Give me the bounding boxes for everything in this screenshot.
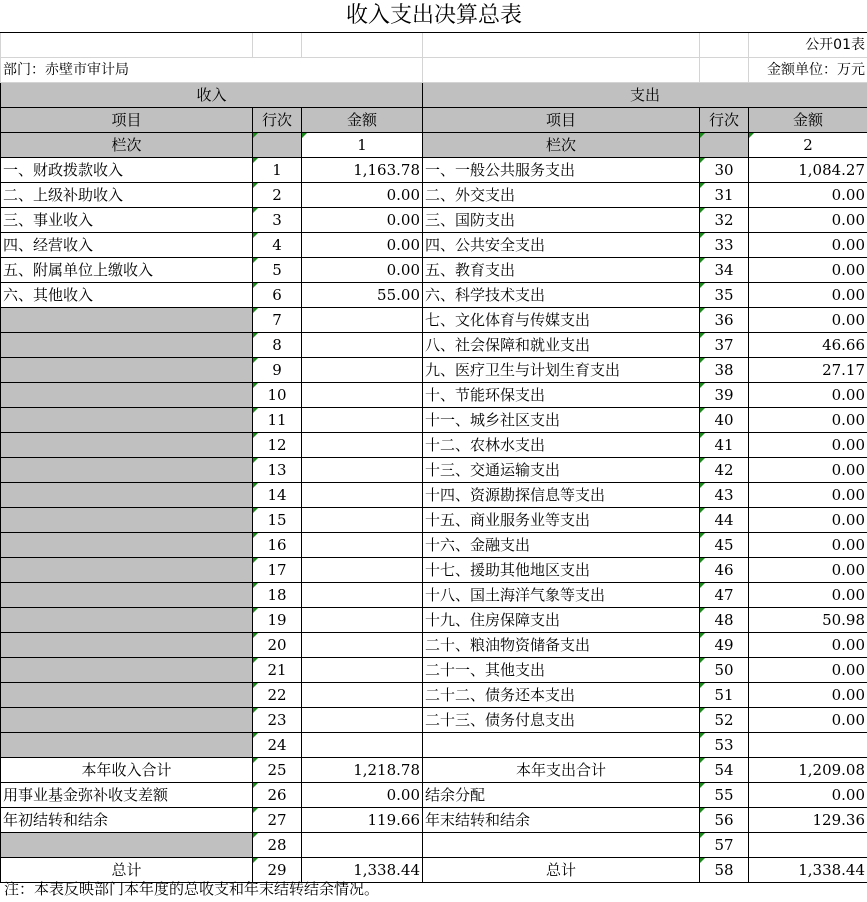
income-item bbox=[1, 833, 253, 858]
income-line-number: 13 bbox=[253, 458, 302, 483]
income-item bbox=[1, 558, 253, 583]
expense-line-number: 43 bbox=[700, 483, 749, 508]
expense-item: 八、社会保障和就业支出 bbox=[423, 333, 700, 358]
expense-line-number: 44 bbox=[700, 508, 749, 533]
expense-amount: 0.00 bbox=[749, 583, 867, 608]
expense-amount: 46.66 bbox=[749, 333, 867, 358]
income-amount bbox=[302, 483, 423, 508]
income-item bbox=[1, 358, 253, 383]
income-amount bbox=[302, 558, 423, 583]
table-row bbox=[1, 733, 867, 758]
expense-line-number: 36 bbox=[700, 308, 749, 333]
expense-item: 年末结转和结余 bbox=[423, 808, 700, 833]
table-row bbox=[1, 208, 867, 233]
footnote: 注：本表反映部门本年度的总收支和年末结转结余情况。 bbox=[4, 880, 380, 898]
expense-item: 十、节能环保支出 bbox=[423, 383, 700, 408]
income-item: 六、其他收入 bbox=[1, 283, 253, 308]
income-line-number: 10 bbox=[253, 383, 302, 408]
expense-amount bbox=[749, 733, 867, 758]
expense-amount: 0.00 bbox=[749, 408, 867, 433]
table-row bbox=[1, 808, 867, 833]
income-item bbox=[1, 733, 253, 758]
table-row bbox=[1, 833, 867, 858]
income-line-number: 12 bbox=[253, 433, 302, 458]
income-amount: 0.00 bbox=[302, 208, 423, 233]
income-line-number: 24 bbox=[253, 733, 302, 758]
income-amount: 119.66 bbox=[302, 808, 423, 833]
income-line-number: 8 bbox=[253, 333, 302, 358]
income-amount: 1,338.44 bbox=[302, 858, 423, 883]
expense-item: 四、公共安全支出 bbox=[423, 233, 700, 258]
income-amount bbox=[302, 683, 423, 708]
expense-item: 十六、金融支出 bbox=[423, 533, 700, 558]
table-row bbox=[1, 283, 867, 308]
expense-item: 二、外交支出 bbox=[423, 183, 700, 208]
income-amount bbox=[302, 408, 423, 433]
income-line-number: 16 bbox=[253, 533, 302, 558]
expense-amount: 1,209.08 bbox=[749, 758, 867, 783]
income-line-number: 5 bbox=[253, 258, 302, 283]
expense-line-number: 51 bbox=[700, 683, 749, 708]
income-item: 一、财政拨款收入 bbox=[1, 158, 253, 183]
income-item bbox=[1, 508, 253, 533]
expense-line-number: 34 bbox=[700, 258, 749, 283]
income-amount bbox=[302, 608, 423, 633]
expense-line-number: 57 bbox=[700, 833, 749, 858]
expense-item: 二十、粮油物资储备支出 bbox=[423, 633, 700, 658]
income-line-number: 22 bbox=[253, 683, 302, 708]
expense-item: 本年支出合计 bbox=[423, 758, 700, 783]
expense-item: 十五、商业服务业等支出 bbox=[423, 508, 700, 533]
expense-line-number: 41 bbox=[700, 433, 749, 458]
expense-line-number: 56 bbox=[700, 808, 749, 833]
expense-amount: 0.00 bbox=[749, 508, 867, 533]
expense-section-header: 支出 bbox=[423, 83, 867, 108]
table-row bbox=[1, 683, 867, 708]
income-line-number: 2 bbox=[253, 183, 302, 208]
expense-amount: 0.00 bbox=[749, 558, 867, 583]
expense-line-number: 45 bbox=[700, 533, 749, 558]
expense-line-number: 30 bbox=[700, 158, 749, 183]
income-amount bbox=[302, 358, 423, 383]
income-item: 二、上级补助收入 bbox=[1, 183, 253, 208]
expense-amount: 0.00 bbox=[749, 283, 867, 308]
income-item-header: 项目 bbox=[1, 108, 253, 133]
income-line-number: 21 bbox=[253, 658, 302, 683]
income-line-number: 25 bbox=[253, 758, 302, 783]
income-line-number: 7 bbox=[253, 308, 302, 333]
expense-item: 十九、住房保障支出 bbox=[423, 608, 700, 633]
expense-item: 六、科学技术支出 bbox=[423, 283, 700, 308]
expense-line-number: 31 bbox=[700, 183, 749, 208]
expense-amount: 0.00 bbox=[749, 633, 867, 658]
income-item bbox=[1, 708, 253, 733]
expense-amount: 0.00 bbox=[749, 533, 867, 558]
table-row bbox=[1, 508, 867, 533]
income-line-number: 14 bbox=[253, 483, 302, 508]
income-item: 总计 bbox=[1, 858, 253, 883]
expense-index-number: 2 bbox=[749, 133, 867, 158]
income-item bbox=[1, 333, 253, 358]
income-line-number: 23 bbox=[253, 708, 302, 733]
expense-amount: 0.00 bbox=[749, 258, 867, 283]
expense-amount: 0.00 bbox=[749, 183, 867, 208]
table-row bbox=[1, 358, 867, 383]
expense-item: 二十一、其他支出 bbox=[423, 658, 700, 683]
expense-line-number: 39 bbox=[700, 383, 749, 408]
income-item bbox=[1, 433, 253, 458]
income-amount: 55.00 bbox=[302, 283, 423, 308]
expense-amount: 0.00 bbox=[749, 683, 867, 708]
expense-item: 结余分配 bbox=[423, 783, 700, 808]
expense-item: 七、文化体育与传媒支出 bbox=[423, 308, 700, 333]
income-item: 三、事业收入 bbox=[1, 208, 253, 233]
income-amount bbox=[302, 458, 423, 483]
income-amount: 0.00 bbox=[302, 783, 423, 808]
income-amount bbox=[302, 533, 423, 558]
table-row bbox=[1, 708, 867, 733]
table-row bbox=[1, 258, 867, 283]
expense-item bbox=[423, 733, 700, 758]
income-line-number: 26 bbox=[253, 783, 302, 808]
expense-line-number: 46 bbox=[700, 558, 749, 583]
table-row bbox=[1, 458, 867, 483]
table-row bbox=[1, 233, 867, 258]
income-amount bbox=[302, 308, 423, 333]
income-line-number: 1 bbox=[253, 158, 302, 183]
expense-item: 二十二、债务还本支出 bbox=[423, 683, 700, 708]
table-row bbox=[1, 558, 867, 583]
expense-item: 十三、交通运输支出 bbox=[423, 458, 700, 483]
table-row bbox=[1, 158, 867, 183]
expense-amount: 1,084.27 bbox=[749, 158, 867, 183]
expense-amount: 129.36 bbox=[749, 808, 867, 833]
income-item bbox=[1, 533, 253, 558]
income-line-number: 15 bbox=[253, 508, 302, 533]
table-row bbox=[1, 533, 867, 558]
expense-item: 十二、农林水支出 bbox=[423, 433, 700, 458]
income-amount bbox=[302, 833, 423, 858]
income-line-number: 18 bbox=[253, 583, 302, 608]
table-row bbox=[1, 783, 867, 808]
expense-amount bbox=[749, 833, 867, 858]
expense-amount: 0.00 bbox=[749, 483, 867, 508]
income-line-number: 19 bbox=[253, 608, 302, 633]
income-item bbox=[1, 458, 253, 483]
income-amount bbox=[302, 433, 423, 458]
table-row bbox=[1, 633, 867, 658]
expense-line-number: 40 bbox=[700, 408, 749, 433]
expense-index-label: 栏次 bbox=[423, 133, 700, 158]
expense-amount: 0.00 bbox=[749, 708, 867, 733]
income-item bbox=[1, 383, 253, 408]
expense-item: 十一、城乡社区支出 bbox=[423, 408, 700, 433]
expense-amount: 0.00 bbox=[749, 658, 867, 683]
expense-item: 九、医疗卫生与计划生育支出 bbox=[423, 358, 700, 383]
income-item bbox=[1, 633, 253, 658]
expense-line-number: 49 bbox=[700, 633, 749, 658]
income-amount: 0.00 bbox=[302, 258, 423, 283]
income-line-number: 3 bbox=[253, 208, 302, 233]
income-amount bbox=[302, 383, 423, 408]
income-amount: 0.00 bbox=[302, 183, 423, 208]
income-index-label: 栏次 bbox=[1, 133, 253, 158]
income-item bbox=[1, 658, 253, 683]
income-line-number: 9 bbox=[253, 358, 302, 383]
income-amount bbox=[302, 333, 423, 358]
report-title: 收入支出决算总表 bbox=[1, 0, 867, 33]
expense-amount: 0.00 bbox=[749, 308, 867, 333]
table-row bbox=[1, 183, 867, 208]
income-line-number: 4 bbox=[253, 233, 302, 258]
expense-line-number: 52 bbox=[700, 708, 749, 733]
income-item: 用事业基金弥补收支差额 bbox=[1, 783, 253, 808]
income-amount bbox=[302, 508, 423, 533]
expense-line-number: 47 bbox=[700, 583, 749, 608]
table-row bbox=[1, 608, 867, 633]
expense-item: 总计 bbox=[423, 858, 700, 883]
income-item bbox=[1, 608, 253, 633]
income-line-number: 27 bbox=[253, 808, 302, 833]
expense-item: 十七、援助其他地区支出 bbox=[423, 558, 700, 583]
expense-item: 一、一般公共服务支出 bbox=[423, 158, 700, 183]
income-amount bbox=[302, 708, 423, 733]
income-amount: 1,163.78 bbox=[302, 158, 423, 183]
income-item: 五、附属单位上缴收入 bbox=[1, 258, 253, 283]
income-line-number: 29 bbox=[253, 858, 302, 883]
table-row bbox=[1, 758, 867, 783]
table-row bbox=[1, 583, 867, 608]
expense-amount: 0.00 bbox=[749, 783, 867, 808]
income-line-number: 28 bbox=[253, 833, 302, 858]
income-amount: 0.00 bbox=[302, 233, 423, 258]
income-line-number: 20 bbox=[253, 633, 302, 658]
expense-amount: 0.00 bbox=[749, 458, 867, 483]
income-amount-header: 金额 bbox=[302, 108, 423, 133]
income-amount bbox=[302, 733, 423, 758]
income-item bbox=[1, 583, 253, 608]
expense-item-header: 项目 bbox=[423, 108, 700, 133]
expense-amount: 0.00 bbox=[749, 233, 867, 258]
income-item bbox=[1, 483, 253, 508]
income-section-header: 收入 bbox=[1, 83, 423, 108]
expense-amount: 0.00 bbox=[749, 208, 867, 233]
income-item: 四、经营收入 bbox=[1, 233, 253, 258]
expense-line-number: 42 bbox=[700, 458, 749, 483]
income-line-header: 行次 bbox=[253, 108, 302, 133]
expense-amount: 27.17 bbox=[749, 358, 867, 383]
income-line-number: 17 bbox=[253, 558, 302, 583]
expense-item: 二十三、债务付息支出 bbox=[423, 708, 700, 733]
income-item bbox=[1, 408, 253, 433]
income-item bbox=[1, 308, 253, 333]
expense-item: 十八、国土海洋气象等支出 bbox=[423, 583, 700, 608]
income-amount bbox=[302, 633, 423, 658]
expense-line-number: 37 bbox=[700, 333, 749, 358]
table-row bbox=[1, 483, 867, 508]
income-index-number: 1 bbox=[302, 133, 423, 158]
expense-amount: 50.98 bbox=[749, 608, 867, 633]
expense-line-number: 58 bbox=[700, 858, 749, 883]
income-item: 年初结转和结余 bbox=[1, 808, 253, 833]
department-label: 部门：赤壁市审计局 bbox=[1, 58, 423, 83]
form-code: 公开01表 bbox=[749, 33, 867, 58]
expense-amount-header: 金额 bbox=[749, 108, 867, 133]
expense-line-number: 32 bbox=[700, 208, 749, 233]
unit-label: 金额单位：万元 bbox=[749, 58, 867, 83]
expense-item: 三、国防支出 bbox=[423, 208, 700, 233]
expense-item bbox=[423, 833, 700, 858]
table-row bbox=[1, 658, 867, 683]
income-line-number: 11 bbox=[253, 408, 302, 433]
table-row bbox=[1, 433, 867, 458]
expense-item: 十四、资源勘探信息等支出 bbox=[423, 483, 700, 508]
income-amount bbox=[302, 658, 423, 683]
expense-amount: 0.00 bbox=[749, 433, 867, 458]
income-amount: 1,218.78 bbox=[302, 758, 423, 783]
expense-line-number: 54 bbox=[700, 758, 749, 783]
expense-line-header: 行次 bbox=[700, 108, 749, 133]
income-line-number: 6 bbox=[253, 283, 302, 308]
income-amount bbox=[302, 583, 423, 608]
expense-line-number: 33 bbox=[700, 233, 749, 258]
expense-item: 五、教育支出 bbox=[423, 258, 700, 283]
expense-amount: 0.00 bbox=[749, 383, 867, 408]
expense-amount: 1,338.44 bbox=[749, 858, 867, 883]
income-item bbox=[1, 683, 253, 708]
expense-line-number: 53 bbox=[700, 733, 749, 758]
expense-line-number: 55 bbox=[700, 783, 749, 808]
expense-line-number: 48 bbox=[700, 608, 749, 633]
income-item: 本年收入合计 bbox=[1, 758, 253, 783]
table-row bbox=[1, 333, 867, 358]
expense-line-number: 35 bbox=[700, 283, 749, 308]
expense-line-number: 38 bbox=[700, 358, 749, 383]
expense-line-number: 50 bbox=[700, 658, 749, 683]
table-row bbox=[1, 308, 867, 333]
table-row bbox=[1, 408, 867, 433]
table-row bbox=[1, 383, 867, 408]
